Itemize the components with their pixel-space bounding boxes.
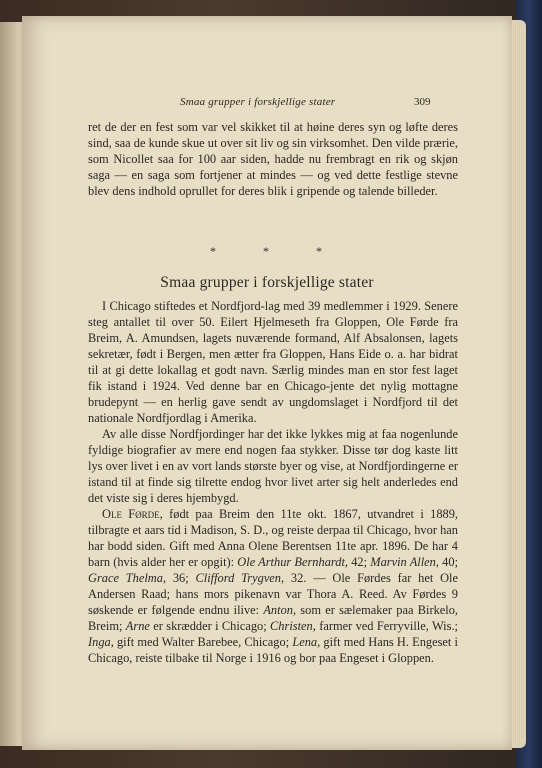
paragraph-chicago-lag: I Chicago stiftedes et Nordfjord-lag med 39 medlemmer i 1929. Senere steg antallet til over 50. Eilert Hjelmeseth fra Gloppen, Ole Førde fra Breim, A. Amundsen, lagets nuværende formand, Alf Absalonsen, lagets sekretær, født i Bergen, men ætter fra Gloppen, Hans Eide o. a. har bidrat til at gi dette lokallag et godt navn. Særlig mindes man en stor fest laget fik istand i 1924. Ved denne bar en Chicago-jente det nylig mottagne brudepynt — en herlig gave sendt av ungdomslaget i Nordfjord til det nationale Nordfjordlag i Amerika. <box>88 299 458 425</box>
text-run: gift med Walter Barebee, Chicago; <box>113 635 293 649</box>
text-run: 42; <box>348 555 371 569</box>
text-run: 40; <box>438 555 459 569</box>
sibling-name: Inga, <box>88 635 114 649</box>
section-heading: Smaa grupper i forskjellige stater <box>160 274 374 291</box>
sibling-name: Arne <box>125 619 150 633</box>
paragraph-ole-forde <box>88 506 458 666</box>
child-name: Clifford Trygven, <box>195 571 285 585</box>
page-number: 309 <box>414 96 431 108</box>
text-run: 32. — Ole Førdes far het Ole Andersen Raad; hans mors pikenavn var Thora A. Reed. Av Førdes 9 søskende er følgende endnu ilive: <box>88 571 459 617</box>
text-run: gift med Hans H. Engeset i Chicago, reiste tilbake til Norge i 1916 og bor paa Engeset i Gloppen. <box>88 635 458 665</box>
page-header <box>22 96 512 112</box>
paragraph-biografier: Av alle disse Nordfjordinger har det ikke lykkes mig at faa nogenlunde fyldige biografier av mere end nogen faa stykker. Disse tør dog kaste litt lys over livet i en av vort lands største byer og vise, at Nordfjordingerne er istand til at finde sig tilrette endog hvor livet arter sig helt anderledes end det viste sig i deres hjembygd. <box>88 427 458 505</box>
section-body <box>88 298 458 666</box>
child-name: Grace Thelma, <box>88 571 167 585</box>
child-name: Ole Arthur Bernhardt, <box>237 555 348 569</box>
text-run: farmer ved Ferryville, Wis.; <box>315 619 458 633</box>
child-name: Marvin Allen, <box>370 555 439 569</box>
top-paragraph-block <box>88 119 458 199</box>
sibling-name: Anton, <box>263 603 297 617</box>
sibling-name: Lena, <box>292 635 321 649</box>
book-page <box>22 16 512 750</box>
sibling-name: Christen, <box>270 619 316 633</box>
person-name-lead: Ole Førde, <box>102 507 163 521</box>
section-separator: * * * <box>210 244 344 258</box>
text-run: er skrædder i Chicago; <box>149 619 271 633</box>
text-run: som er sælemaker paa Birkelo, Breim; <box>88 603 458 633</box>
paragraph-continued: ret de der en fest som var vel skikket til at høine deres syn og løfte deres sind, saa de kunde skue ut over sit liv og sin virksomhet. Den vilde prærie, som Nicollet saa for 100 aar siden, hadde nu frembragt en rik og skjøn saga — en saga som fortjener at mindes — og ved dette festlige stevne blev dens indhold oprullet for deres blik i gripende og talende billeder. <box>88 120 458 198</box>
running-title: Smaa grupper i forskjellige stater <box>180 96 336 108</box>
text-run: født paa Breim den 11te okt. 1867, utvandret i 1889, tilbragte et aars tid i Madison, S. D., og reiste derpaa til Chicago, hvor han har bodd siden. Gift med Anna Olene Berentsen 11te apr. 1896. De har 4 barn (hvis alder her er opgit): <box>88 507 458 569</box>
text-run: 36; <box>166 571 196 585</box>
page-stack-edge <box>512 20 526 748</box>
